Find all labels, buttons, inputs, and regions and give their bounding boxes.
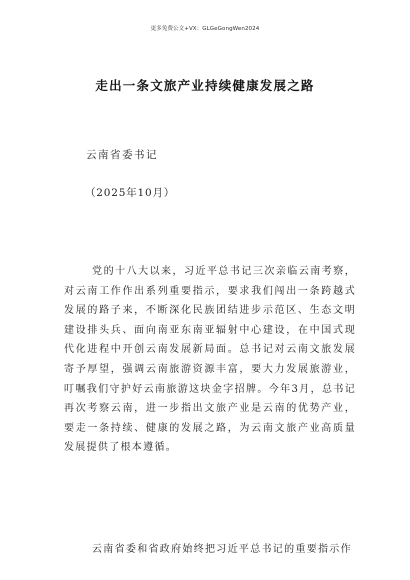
body-paragraph-2 — [64, 540, 364, 560]
author-line: 云南省委书记 — [86, 149, 158, 161]
body-paragraph-1 — [64, 262, 356, 458]
paragraph-1-text: 党的十八大以来，习近平总书记三次亲临云南考察，对云南工作作出系列重要指示，要求我们闯出一条跨越式发展的路子来，不断深化民族团结进步示范区、生态文明建设排头兵、面向南亚东南亚辐射中心建设，在中国式现代化进程中开创云南发展新局面。总书记对云南文旅发展寄予厚望，强调云南旅游资源丰富，要大力发展旅游业，叮嘱我们守护好云南旅游这块金字招牌。今年3月，总书记再次考察云南，进一步指出文旅产业是云南的优势产业，要走一条持续、健康的发展之路，为云南文旅产业高质量发展提供了根本遵循。 — [64, 266, 356, 454]
header-note: 更多免费公文+VX：GLGeGongWen2024 — [150, 26, 260, 32]
document-title: 走出一条文旅产业持续健康发展之路 — [95, 78, 315, 93]
paragraph-2-text: 云南省委和省政府始终把习近平总书记的重要指示作 — [92, 544, 352, 555]
date-line: （2025年10月） — [85, 187, 176, 199]
